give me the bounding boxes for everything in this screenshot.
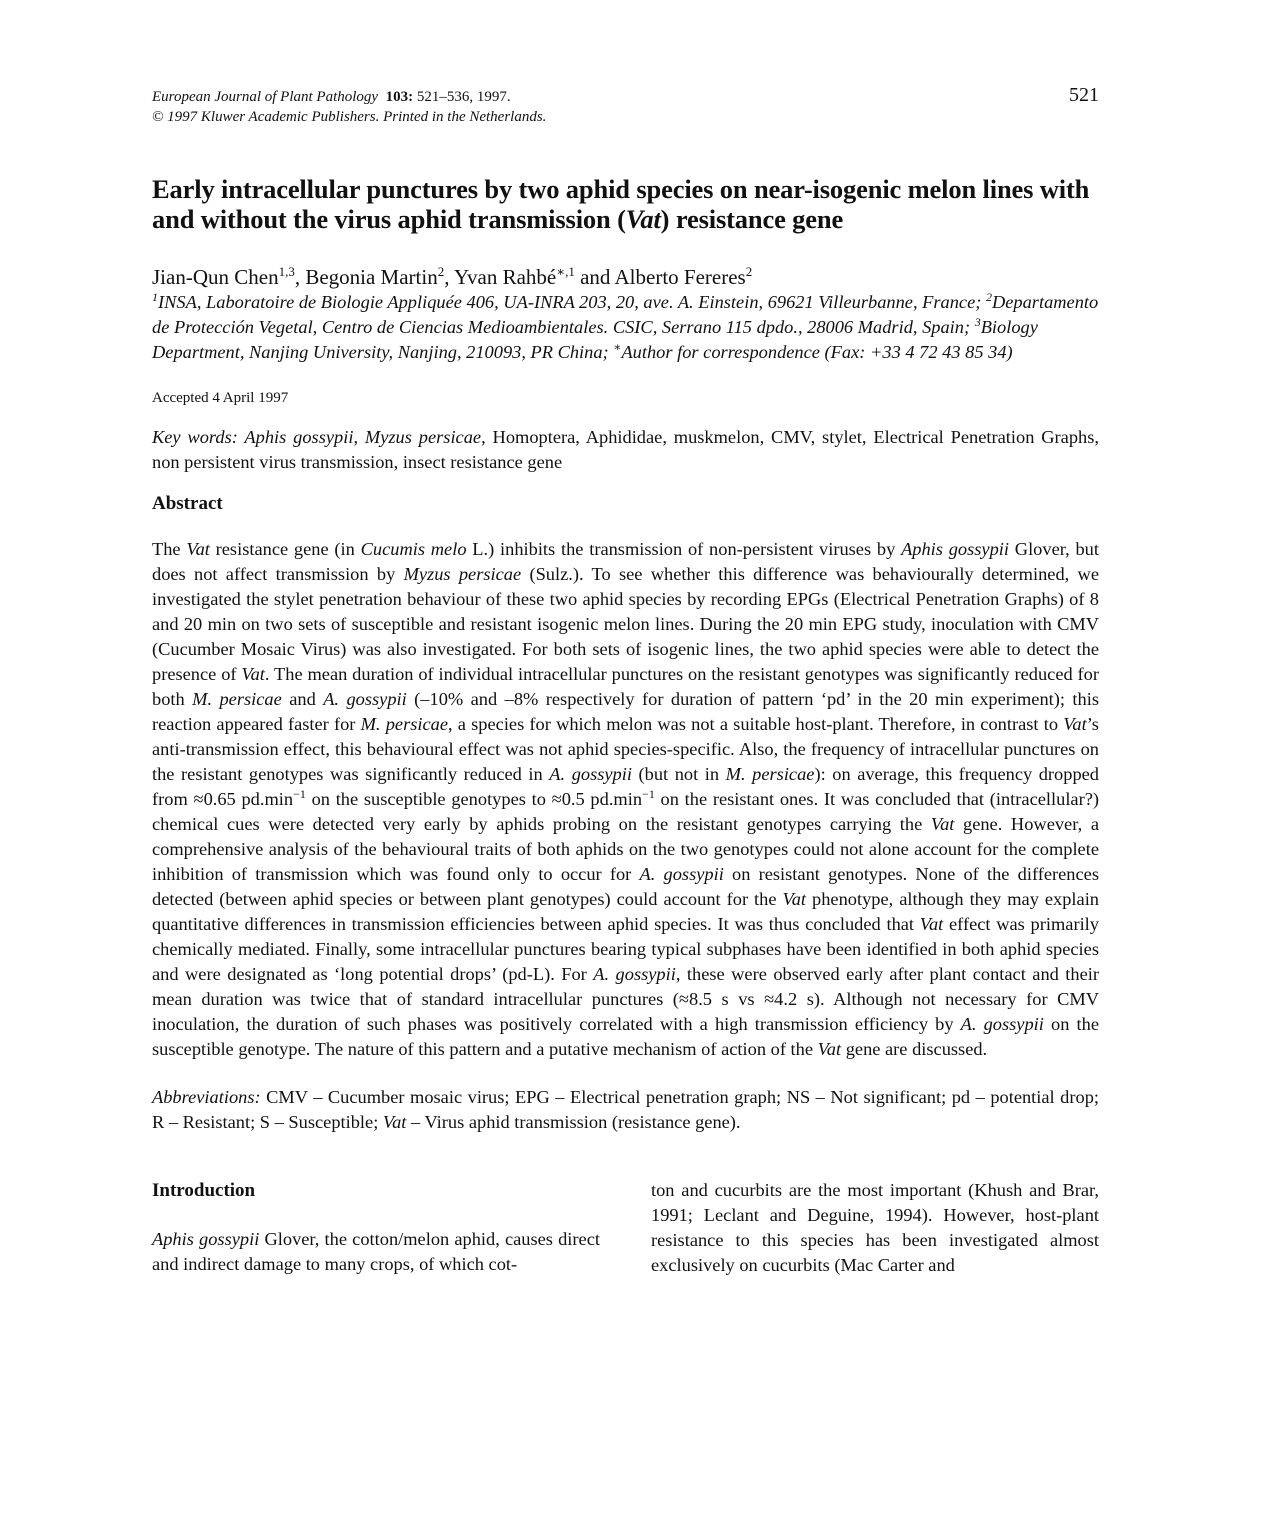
abbreviations [152, 1085, 1099, 1135]
introduction-heading: Introduction [152, 1180, 256, 1201]
abbreviations-label: Abbreviations: [152, 1087, 261, 1107]
italic-term: Myzus persicae [403, 564, 522, 584]
abstract-text: on resistant genotypes. None of the differences detected (between aphid species or between plant genotypes) could account for the [152, 864, 1099, 909]
keywords-label: Key words: [152, 427, 245, 447]
keyword-species: Myzus persicae [364, 427, 482, 447]
abstract-text: Glover, but does not affect transmission by [152, 539, 1099, 584]
superscript: −1 [293, 787, 306, 801]
copyright-icon: © [152, 109, 164, 125]
page-number: 521 [1069, 84, 1099, 106]
abstract-text: on the resistant ones. It was concluded that (intracellular?) chemical cues were detected very early by aphids probing on the resistant genotypes carrying the [152, 789, 1100, 834]
article-page [152, 82, 1099, 1308]
superscript: −1 [642, 787, 655, 801]
italic-term: A. gossypii [960, 1014, 1044, 1034]
abstract-text: . The mean duration of individual intracellular punctures on the resistant genotypes was significantly reduced for both [152, 664, 1100, 709]
abstract-text: ’s anti-transmission effect, this behavioural effect was not aphid species-specific. Also, the frequency of intracellular punctures on the resistant genotypes was significantly reduced in [152, 714, 1099, 784]
keyword-species: Aphis gossypii [244, 427, 354, 447]
body-columns [152, 1178, 1099, 1308]
introduction-paragraph-continued: ton and cucurbits are the most important (Khush and Brar, 1991; Leclant and Deguine, 1994). However, host-plant resistance to this species has been investigated almost exclusively on cucurbits (Mac Carter and [651, 1180, 1099, 1275]
italic-term: Vat [817, 1039, 842, 1059]
abstract-text: phenotype, although they may explain quantitative differences in transmission efficiencies between aphid species. It was thus concluded that [152, 889, 1100, 934]
abstract-text: gene are discussed. [841, 1039, 988, 1059]
abstract-text: gene. However, a comprehensive analysis of the behavioural traits of both aphids on the two genotypes could not alone account for the complete inhibition of transmission which was found only to occur for [152, 814, 1099, 884]
journal-volume: 103: [385, 89, 414, 105]
copyright-line [152, 107, 546, 127]
italic-term: M. persicae [192, 689, 282, 709]
title-text-2: ) resistance gene [660, 204, 844, 234]
title-gene-name: Vat [625, 204, 661, 234]
affiliations [152, 290, 1099, 365]
italic-term: Vat [241, 664, 265, 684]
affiliation-marker: 2 [985, 290, 992, 304]
abstract-text: L.) inhibits the transmission of non-persistent viruses by [466, 539, 902, 559]
abstract-body [152, 537, 1099, 1062]
abbreviation-gene: Vat [382, 1112, 407, 1132]
abstract-text: (but not in [631, 764, 726, 784]
italic-term: M. persicae [360, 714, 449, 734]
author-separator: and [574, 265, 615, 289]
journal-pages-year: 521–536, 1997. [413, 89, 511, 105]
affiliation-2: Departamento de Protección Vegetal, Centro de Ciencias Medioambientales. CSIC, Serrano 115 dpdo., 28006 Madrid, Spain; [152, 292, 1099, 337]
accepted-date: Accepted 4 April 1997 [152, 390, 289, 406]
author-separator: , [294, 265, 306, 289]
journal-citation [152, 87, 511, 107]
author-affiliation-marker: 1,3 [278, 264, 295, 279]
abstract-text: , these were observed early after plant contact and their mean duration was twice that of standard intracellular punctures (≈8.5 s vs ≈4.2 s). Although not necessary for CMV inoculation, the duration of such phases was positively correlated with a high transmission efficiency by [152, 964, 1099, 1034]
abstract-text: (–10% and –8% respectively for duration of pattern ‘pd’ in the 20 min experiment); this reaction appeared faster for [152, 689, 1099, 734]
introduction-paragraph [152, 1227, 600, 1277]
italic-term: Vat [919, 914, 944, 934]
keywords-rest: , Homoptera, Aphididae, muskmelon, CMV, stylet, Electrical Penetration Graphs, non persistent virus transmission, insect resistance gene [152, 427, 1099, 472]
abbreviations-text: – Virus aphid transmission (resistance gene). [406, 1112, 741, 1132]
abstract-text: on the susceptible genotypes to ≈0.5 pd.min [305, 789, 643, 809]
keyword-separator: , [353, 427, 365, 447]
affiliation-3: Biology Department, Nanjing University, Nanjing, 210093, PR China; [152, 317, 1038, 362]
italic-term: Vat [782, 889, 807, 909]
species-name: Aphis gossypii [152, 1229, 260, 1249]
italic-term: A. gossypii [323, 689, 407, 709]
affiliation-marker: 1 [152, 290, 158, 304]
abstract-text: resistance gene (in [209, 539, 361, 559]
italic-term: Vat [930, 814, 955, 834]
affiliation-1: INSA, Laboratoire de Biologie Appliquée 406, UA-INRA 203, 20, ave. A. Einstein, 69621 Villeurbanne, France; [158, 292, 986, 312]
copyright-text: 1997 Kluwer Academic Publishers. Printed in the Netherlands. [163, 109, 547, 125]
author-affiliation-marker: ∗,1 [556, 264, 575, 279]
body-column-left [152, 1178, 600, 1277]
abstract-text: The [152, 539, 187, 559]
running-header [152, 82, 1099, 132]
introduction-text: Glover, the cotton/melon aphid, causes direct and indirect damage to many crops, of which cot- [152, 1229, 600, 1274]
author-name: Alberto Fereres [614, 265, 746, 289]
article-title [152, 174, 1099, 234]
author-affiliation-marker: 2 [437, 264, 445, 279]
author-name: Yvan Rahbé [453, 265, 557, 289]
abstract-text: effect was primarily chemically mediated. Finally, some intracellular punctures bearing typical subphases have been identified in both aphid species and were designated as ‘long potential drops’ (pd-L). For [152, 914, 1099, 984]
affiliation-marker: 3 [974, 315, 981, 329]
abstract-heading: Abstract [152, 493, 223, 514]
abstract-text: and [281, 689, 324, 709]
italic-term: A. gossypii [593, 964, 676, 984]
body-column-right [651, 1178, 1099, 1278]
author-affiliation-marker: 2 [745, 264, 753, 279]
correspondence-marker: ∗ [613, 340, 622, 354]
abstract-text: (Sulz.). To see whether this difference was behaviourally determined, we investigated the stylet penetration behaviour of these two aphid species by recording EPGs (Electrical Penetration Graphs) of 8 and 20 min on two sets of susceptible and resistant isogenic melon lines. During the 20 min EPG study, inoculation with CMV (Cucumber Mosaic Virus) was also investigated. For both sets of isogenic lines, the two aphid species were able to detect the presence of [152, 564, 1099, 684]
abstract-text: , a species for which melon was not a suitable host-plant. Therefore, in contrast to [448, 714, 1064, 734]
abstract-text: ): on average, this frequency dropped from ≈0.65 pd.min [152, 764, 1099, 809]
italic-term: Cucumis melo [360, 539, 467, 559]
italic-term: Vat [186, 539, 210, 559]
abstract-text: on the susceptible genotype. The nature of this pattern and a putative mechanism of action of the [152, 1014, 1099, 1059]
keywords [152, 425, 1099, 475]
italic-term: A. gossypii [549, 764, 632, 784]
author-separator: , [444, 265, 454, 289]
correspondence-note: Author for correspondence (Fax: +33 4 72 43 85 34) [621, 342, 1013, 362]
author-name: Jian-Qun Chen [152, 265, 279, 289]
author-name: Begonia Martin [305, 265, 438, 289]
abbreviations-text: CMV – Cucumber mosaic virus; EPG – Electrical penetration graph; NS – Not significant; pd – potential drop; R – Resistant; S – Susceptible; [152, 1087, 1099, 1132]
author-list [152, 264, 1099, 290]
journal-name: European Journal of Plant Pathology [152, 89, 379, 105]
title-text-1: Early intracellular punctures by two aphid species on near-isogenic melon lines with and without the virus aphid transmission ( [152, 174, 1090, 234]
italic-term: A. gossypii [639, 864, 724, 884]
italic-term: M. persicae [725, 764, 815, 784]
italic-term: Vat [1063, 714, 1087, 734]
italic-term: Aphis gossypii [901, 539, 1010, 559]
